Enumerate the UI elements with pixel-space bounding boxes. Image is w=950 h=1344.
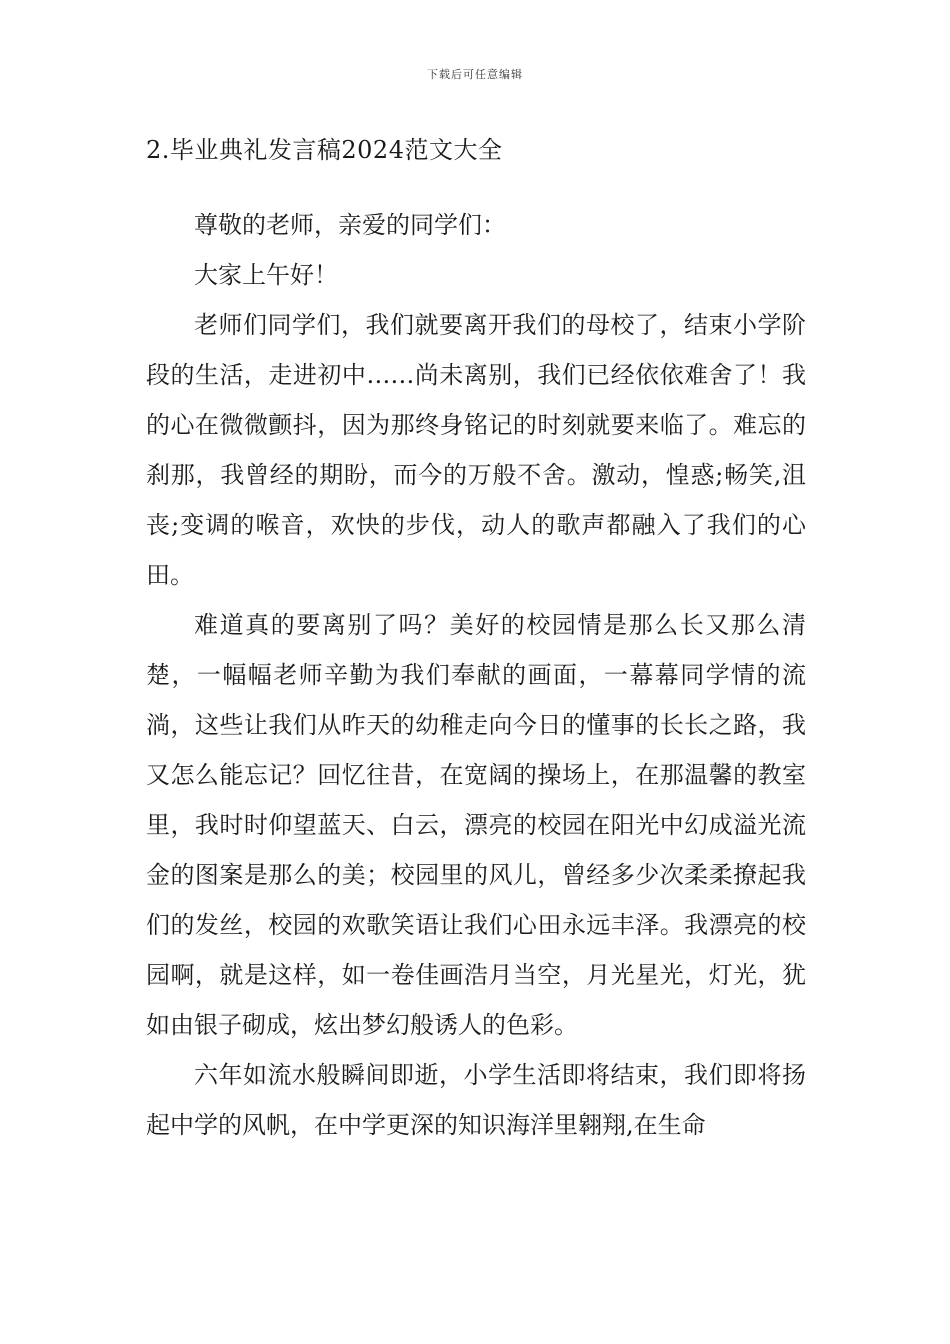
- paragraph-memories: 难道真的要离别了吗？美好的校园情是那么长又那么清楚，一幅幅老师辛勤为我们奉献的画面，一幕幕同学情的流淌，这些让我们从昨天的幼稚走向今日的懂事的长长之路，我又怎么能忘记？回忆往昔，在宽阔的操场上，在那温馨的教室里，我时时仰望蓝天、白云，漂亮的校园在阳光中幻成溢光流金的图案是那么的美；校园里的风儿，曾经多少次柔柔撩起我们的发丝，校园的欢歌笑语让我们心田永远丰泽。我漂亮的校园啊，就是这样，如一卷佳画浩月当空，月光星光，灯光，犹如由银子砌成，炫出梦幻般诱人的色彩。: [146, 611, 806, 1039]
- paragraph-salutation: 尊敬的老师，亲爱的同学们：: [194, 211, 506, 239]
- document-title: 2.毕业典礼发言稿2024范文大全: [146, 136, 503, 164]
- paragraph-farewell: 老师们同学们，我们就要离开我们的母校了，结束小学阶段的生活，走进初中……尚未离别，我们已经依依难舍了！我的心在微微颤抖，因为那终身铭记的时刻就要来临了。难忘的刹那，我曾经的期盼，而今的万般不舍。激动，惶惑;畅笑,沮丧;变调的喉音，欢快的步伐，动人的歌声都融入了我们的心田。: [146, 311, 806, 589]
- document-body: [146, 200, 806, 1150]
- paragraph-six-years: 六年如流水般瞬间即逝，小学生活即将结束，我们即将扬起中学的风帆，在中学更深的知识海洋里翱翔,在生命: [146, 1061, 806, 1139]
- paragraph-greeting: 大家上午好！: [194, 261, 338, 289]
- header-note: 下载后可任意编辑: [427, 68, 523, 81]
